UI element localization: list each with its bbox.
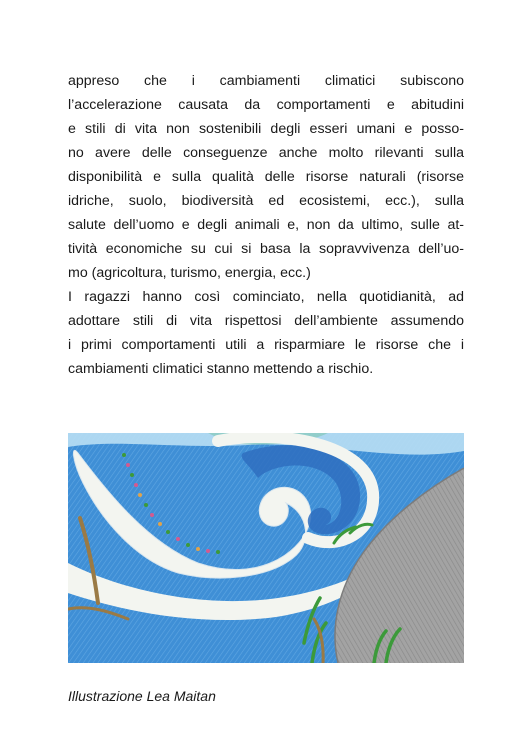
drawing: [68, 433, 464, 663]
text-line: I ragazzi hanno così cominciato, nella quotidianità, ad: [68, 289, 464, 305]
text-line: adottare stili di vita rispettosi dell’ambiente assumendo: [68, 313, 464, 329]
text-line: i primi comportamenti utili a risparmiare le risorse che i: [68, 337, 464, 353]
text-line: l’accelerazione causata da comportamenti e abitudini: [68, 97, 464, 113]
body-text: [68, 69, 464, 381]
text-line: e stili di vita non sostenibili degli esseri umani e posso-: [68, 121, 464, 137]
text-line: disponibilità e sulla qualità delle risorse naturali (risorse: [68, 169, 464, 185]
text-line: cambiamenti climatici stanno mettendo a rischio.: [68, 361, 374, 377]
text-line: salute dell’uomo e degli animali e, non da ultimo, sulle at-: [68, 217, 464, 233]
text-line: tività economiche su cui si basa la sopravvivenza dell’uo-: [68, 241, 464, 257]
text-line: no avere delle conseguenze anche molto rilevanti sulla: [68, 145, 464, 161]
text-line: appreso che i cambiamenti climatici subiscono: [68, 73, 464, 89]
illustration-image: [68, 433, 464, 663]
illustration-caption: Illustrazione Lea Maitan: [68, 688, 216, 704]
text-line: idriche, suolo, biodiversità ed ecosistemi, ecc.), sulla: [68, 193, 464, 209]
text-line: mo (agricoltura, turismo, energia, ecc.): [68, 265, 311, 281]
